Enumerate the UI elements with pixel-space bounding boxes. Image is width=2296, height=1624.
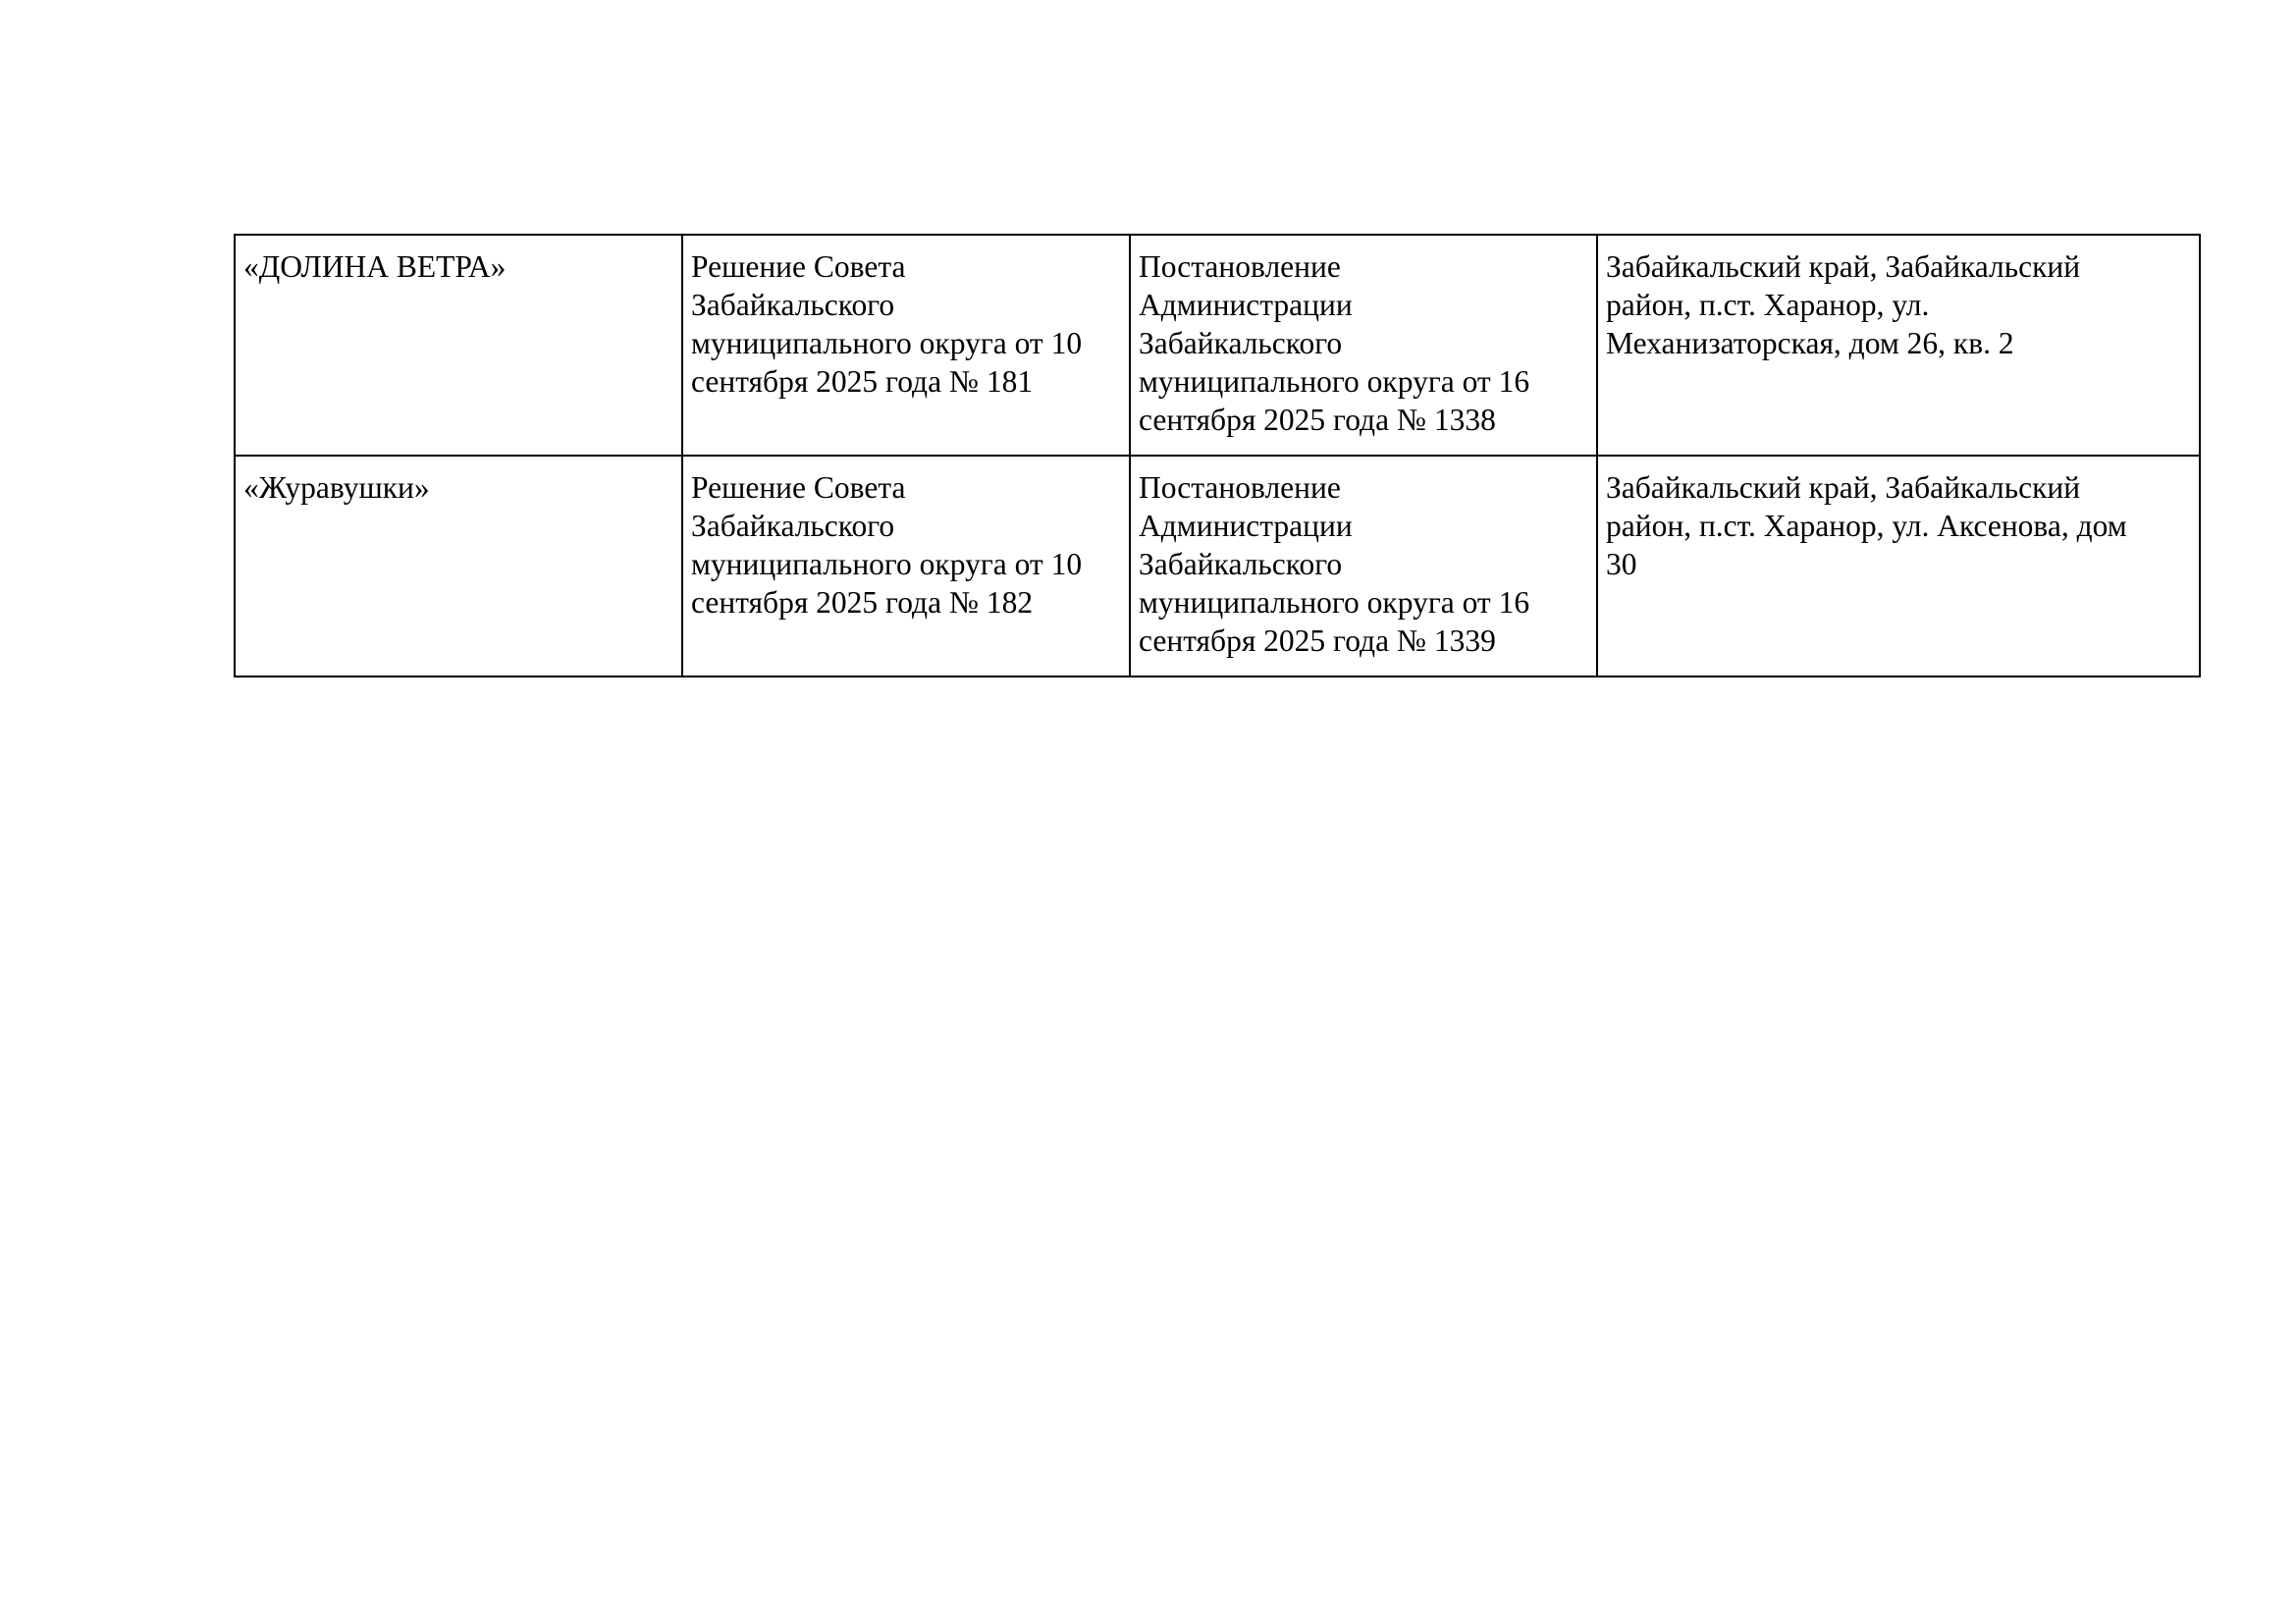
admin-resolution-text: Постановление Администрации Забайкальского муниципального округа от 16 сентября 2025 года № 1338 bbox=[1139, 249, 1530, 437]
address-cell bbox=[1597, 235, 2200, 456]
admin-resolution-cell bbox=[1130, 456, 1597, 677]
name-cell bbox=[235, 456, 682, 677]
address-text: Забайкальский край, Забайкальский район, п.ст. Харанор, ул. Аксенова, дом 30 bbox=[1606, 470, 2127, 581]
table-row bbox=[235, 235, 2200, 456]
address-cell bbox=[1597, 456, 2200, 677]
council-decision-text: Решение Совета Забайкальского муниципального округа от 10 сентября 2025 года № 182 bbox=[691, 470, 1083, 620]
address-text: Забайкальский край, Забайкальский район, п.ст. Харанор, ул. Механизаторская, дом 26, кв. 2 bbox=[1606, 249, 2081, 360]
organization-name: «ДОЛИНА ВЕТРА» bbox=[243, 249, 507, 284]
admin-resolution-text: Постановление Администрации Забайкальского муниципального округа от 16 сентября 2025 года № 1339 bbox=[1139, 470, 1530, 658]
admin-resolution-cell bbox=[1130, 235, 1597, 456]
council-decision-cell bbox=[682, 456, 1130, 677]
organization-name: «Журавушки» bbox=[243, 470, 430, 505]
table-row bbox=[235, 456, 2200, 677]
council-decision-text: Решение Совета Забайкальского муниципального округа от 10 сентября 2025 года № 181 bbox=[691, 249, 1083, 399]
council-decision-cell bbox=[682, 235, 1130, 456]
registry-table bbox=[234, 234, 2201, 677]
name-cell bbox=[235, 235, 682, 456]
